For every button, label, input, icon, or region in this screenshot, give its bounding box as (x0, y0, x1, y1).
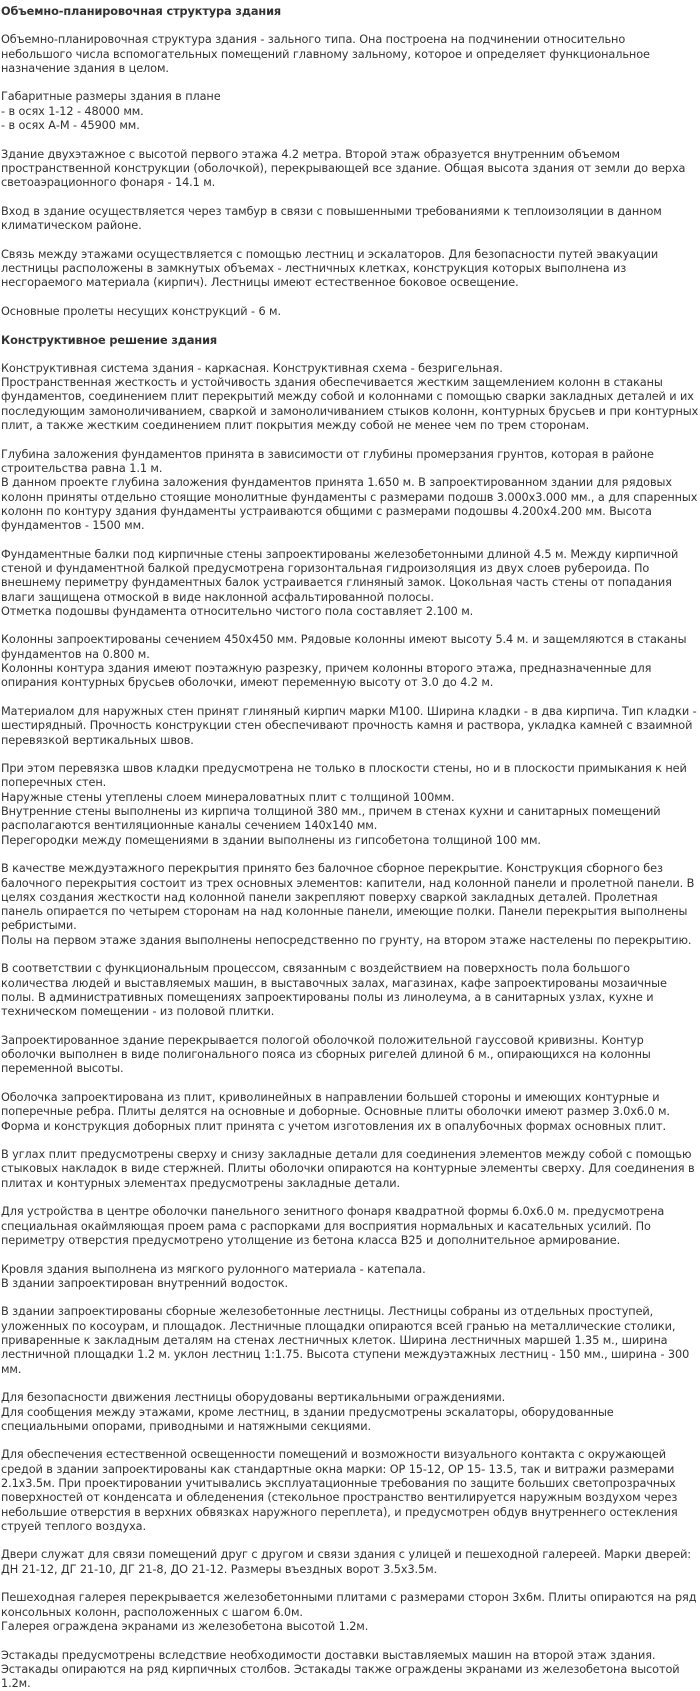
paragraph: Для устройства в центре оболочки панельного зенитного фонаря квадратной формы 6.0х6.0 м. предусмотрена специальная окаймляющая проем рама с распорками для восприятия нормальных и касательных усилий. По периметру отверстия предусмотрено утолщение из бетона класса В25 и дополнительное армирование. (1, 1205, 665, 1247)
paragraph: Кровля здания выполнена из мягкого рулонного материала - катепала. В здании запроектирован внутренний водосток. (1, 1262, 426, 1290)
paragraph: В соответствии с функциональным процессом, связанным с воздействием на поверхность пола большого количества людей и выставляемых машин, в выставочных залах, магазинах, кафе запроектированы мозаичные полы. В административных помещениях запроектированы полы из линолеума, а в санитарных узлах, кухне и техническом помещении - из половой плитки. (1, 962, 667, 1019)
paragraph: Объемно-планировочная структура здания - зального типа. Она построена на подчинении относительно небольшого числа вспомогательных помещений главному зальному, которое и определяет функциональное назначение здания в целом. (1, 33, 650, 75)
paragraph: Конструктивная система здания - каркасная. Конструктивная схема - безригельная. Пространственная жесткость и устойчивость здания обеспечивается жестким защемлением колонн в стаканы фундаментов, соединением плит перекрытий между собой и колоннами с помощью сварки закладных деталей и их последующим замоноличиванием, сваркой и замоноличиванием стыков колонн, контурных брусьев и при контурных плит, а также жестким соединением плит покрытия между собой не менее чем по трем сторонам. (1, 361, 699, 433)
paragraph: Габаритные размеры здания в плане - в осях 1-12 - 48000 мм. - в осях А-М - 45900 мм. (1, 90, 221, 133)
paragraph: Колонны запроектированы сечением 450х450 мм. Рядовые колонны имеют высоту 5.4 м. и защемляются в стаканы фундаментов на 0.800 м. Колонны контура здания имеют поэтажную разрезку, причем колонны второго этажа, предназначенные для опирания контурных брусьев оболочки, имеют переменную высоту от 3.0 до 4.2 м. (1, 633, 687, 690)
paragraph: Запроектированное здание перекрывается пологой оболочкой положительной гауссовой кривизны. Контур оболочки выполнен в виде полигонального пояса из сборных ригелей длиной 6 м., опирающихся на колонны переменной высоты. (1, 1033, 651, 1076)
paragraph: Вход в здание осуществляется через тамбур в связи с повышенными требованиями к теплоизоляции в данном климатическом районе. (1, 204, 662, 233)
paragraph: Эстакады предусмотрены вследствие необходимости доставки выставляемых машин на второй этаж здания. Эстакады опираются на ряд кирпичных столбов. Эстакады также ограждены экранами из железобетона высотой 1.2м. (1, 1648, 680, 1691)
paragraph: Связь между этажами осуществляется с помощью лестниц и эскалаторов. Для безопасности путей эвакуации лестницы расположены в замкнутых объемах - лестничных клетках, конструкция которых выполнена из несгораемого материала (кирпич). Лестницы имеют естественное боковое освещение. (1, 247, 659, 290)
paragraph: При этом перевязка швов кладки предусмотрена не только в плоскости стены, но и в плоскости примыкания к ней поперечных стен. Наружные стены утеплены слоем минераловатных плит с толщиной 100мм. Внутренние стены выполнены из кирпича толщиной 380 мм., причем в стенах кухни и санитарных помещений располагаются вентиляционные каналы сечением 140х140 мм. Перегородки между помещениями в здании выполнены из гипсобетона толщиной 100 мм. (1, 762, 687, 847)
paragraph: Для безопасности движения лестницы оборудованы вертикальными ограждениями. Для сообщения между этажами, кроме лестниц, в здании предусмотрены эскалаторы, оборудованные специальными опорами, приводными и натяжными секциями. (1, 1391, 614, 1433)
paragraph: Основные пролеты несущих конструкций - 6 м. (1, 304, 281, 318)
paragraph: Глубина заложения фундаментов принята в зависимости от глубины промерзания грунтов, которая в районе строительства равна 1.1 м. В данном проекте глубина заложения фундаментов принята 1.650 м. В запроектированном здании для рядовых колонн приняты отдельно стоящие монолитные фундаменты с размерами подошв 3.000х3.000 мм., а для спаренных колонн по контуру здания фундаменты устраиваются общими с размерами подошвы 4.200х4.200 мм. Высота фундаментов - 1500 мм. (1, 447, 698, 533)
paragraph: Здание двухэтажное с высотой первого этажа 4.2 метра. Второй этаж образуется внутренним объемом пространственной конструкции (оболочкой), перекрывающей все здание. Общая высота здания от земли до верха светоаэрационного фонаря - 14.1 м. (1, 147, 686, 190)
paragraph: В углах плит предусмотрены сверху и снизу закладные детали для соединения элементов между собой с помощью стыковых накладок в виде стержней. Плиты оболочки опираются на контурные элементы сверху. Для соединения в плитах и контурных элементах предусмотрены закладные детали. (1, 1148, 695, 1190)
section-heading-planning: Объемно-планировочная структура здания (1, 5, 282, 18)
paragraph: Для обеспечения естественной освещенности помещений и возможности визуального контакта с окружающей средой в здании запроектированы как стандартные окна марки: ОР 15-12, ОР 15- 13.5, так и витражи размерами 2.1х3.5м. При проектировании учитывались эксплуатационные требования по защите больших светопрозрачных поверхностей от конденсата и обледенения (стекольное пространство вентилируется наружным воздухом через небольшие отверстия в верхних обвязках наружного переплета), и предусмотрен обдув внутреннего остекления струей теплого воздуха. (1, 1448, 678, 1533)
section-heading-construction: Конструктивное решение здания (1, 333, 218, 347)
paragraph: Двери служат для связи помещений друг с другом и связи здания с улицей и пешеходной галереей. Марки дверей: ДН 21-12, ДГ 21-10, ДГ 21-8, ДО 21-12. Размеры въездных ворот 3.5х3.5м. (1, 1548, 692, 1576)
paragraph: Материалом для наружных стен принят глиняный кирпич марки М100. Ширина кладки - в два кирпича. Тип кладки - шестирядный. Прочность конструкции стен обеспечивают прочность камня и раствора, укладка камней с взаимной перевязкой вертикальных швов. (1, 704, 697, 747)
paragraph: Оболочка запроектирована из плит, криволинейных в направлении большей стороны и имеющих контурные и поперечные ребра. Плиты делятся на основные и доборные. Основные плиты оболочки имеют размер 3.0х6.0 м. Форма и конструкция доборных плит принята с учетом изготовления их в опалубочных формах основных плит. (1, 1090, 670, 1133)
paragraph: Фундаментные балки под кирпичные стены запроектированы железобетонными длиной 4.5 м. Между кирпичной стеной и фундаментной балкой предусмотрена горизонтальная гидроизоляция из двух слоев рубероида. По внешнему периметру фундаментных балок устраивается глиняный замок. Цокольная часть стены от попадания влаги защищена отмоской в виде наклонной асфальтированной полосы. Отметка подошвы фундамента относительно чистого пола составляет 2.100 м. (1, 547, 679, 618)
paragraph: В качестве междуэтажного перекрытия принято без балочное сборное перекрытие. Конструкция сборного без балочного перекрытия состоит из трех основных элементов: капители, над колонной панели и пролетной панели. В целях создания жесткости над колонной панели закрепляют поверху сваркой закладных деталей. Пролетная панель опирается по четырем сторонам на над колонные панели, имеющие полки. Панели перекрытия выполнены ребристыми. Полы на первом этаже здания выполнены непосредственно по грунту, на втором этаже настелены по перекрытию. (1, 862, 695, 947)
paragraph: В здании запроектированы сборные железобетонные лестницы. Лестницы собраны из отдельных проступей, уложенных по косоурам, и площадок. Лестничные площадки опираются всей гранью на металлические столики, приваренные к закладным деталям на стенах лестничных клеток. Ширина лестничных маршей 1.35 м., ширина лестничной площадки 1.2 м. уклон лестниц 1:1.75. Высота ступени междуэтажных лестниц - 150 мм., ширина - 300 мм. (1, 1305, 690, 1376)
paragraph: Пешеходная галерея перекрывается железобетонными плитами с размерами сторон 3х6м. Плиты опираются на ряд консольных колонн, расположенных с шагом 6.0м. Галерея ограждена экранами из железобетона высотой 1.2м. (1, 1591, 697, 1633)
